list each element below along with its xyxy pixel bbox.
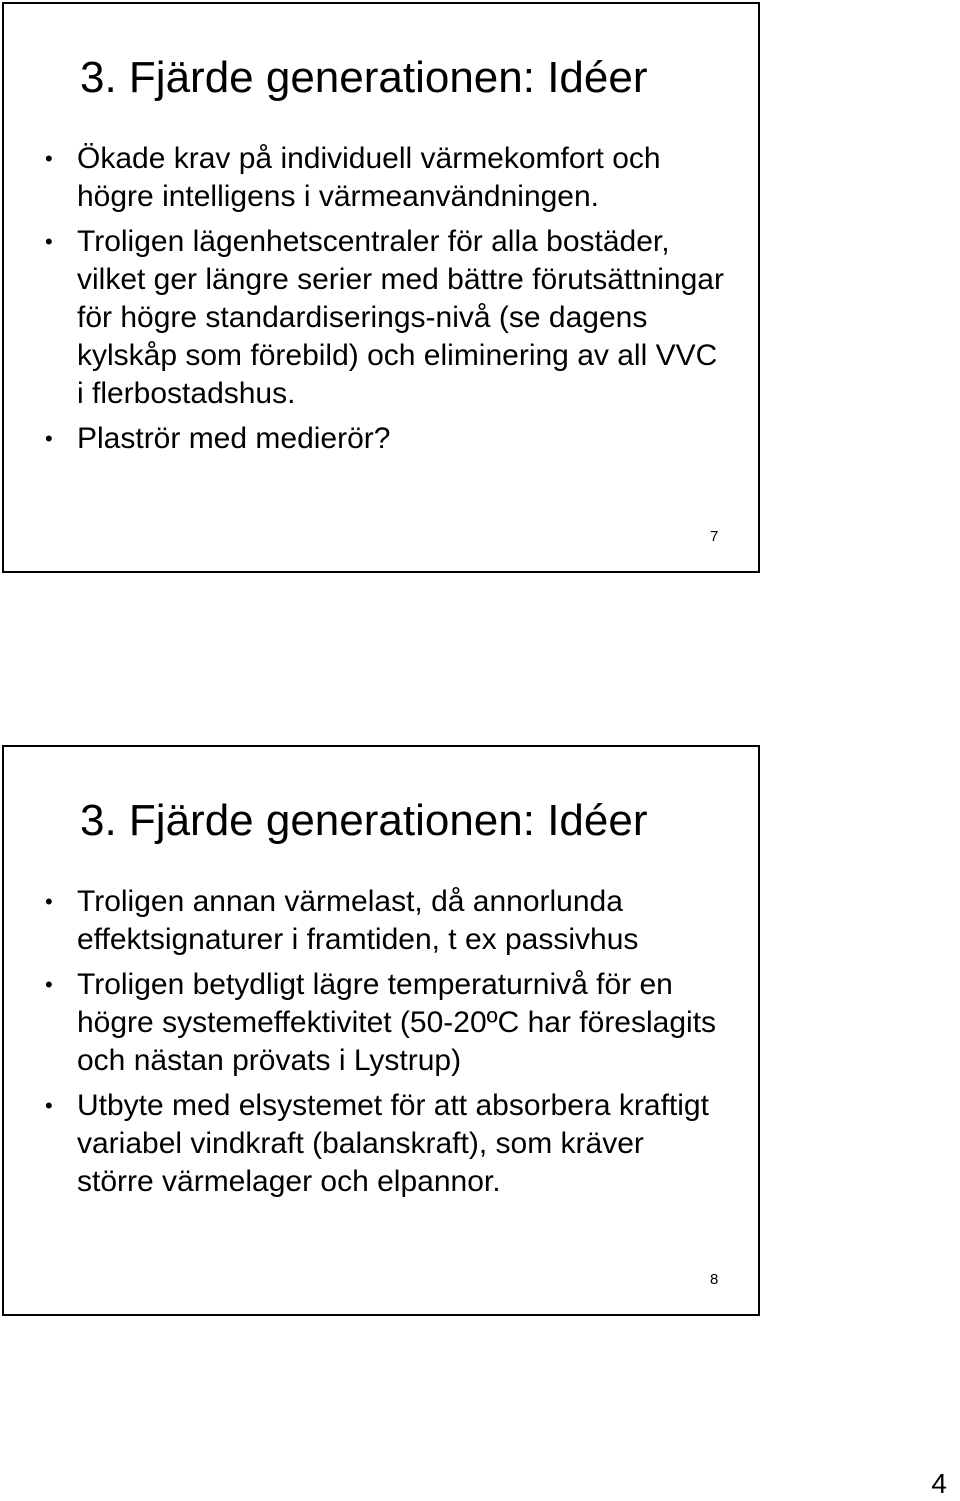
slide-8	[2, 745, 760, 1316]
bullet-list	[4, 883, 724, 1208]
slide-title: 3. Fjärde generationen: Idéer	[80, 796, 648, 845]
bullet-item	[4, 420, 724, 458]
slide-title: 3. Fjärde generationen: Idéer	[80, 53, 648, 102]
bullet-item	[4, 966, 724, 1080]
bullet-item	[4, 140, 724, 216]
bullet-text: Ökade krav på individuell värmekomfort och högre intelligens i värmeanvändningen.	[77, 142, 661, 213]
bullet-text: Troligen annan värmelast, då annorlunda effektsignaturer i framtiden, t ex passivhus	[77, 885, 639, 956]
slide-7	[2, 2, 760, 573]
bullet-text: Troligen betydligt lägre temperaturnivå för en högre systemeffektivitet (50-20ºC har föreslagits och nästan prövats i Lystrup)	[77, 968, 717, 1077]
bullet-list	[4, 140, 724, 465]
page-number: 4	[931, 1468, 947, 1499]
bullet-dot-icon: •	[45, 972, 53, 997]
bullet-dot-icon: •	[45, 1093, 53, 1118]
slide-number: 8	[710, 1271, 719, 1288]
bullet-item	[4, 223, 724, 413]
bullet-item	[4, 883, 724, 959]
slide-number: 7	[710, 528, 719, 545]
bullet-text: Troligen lägenhetscentraler för alla bostäder, vilket ger längre serier med bättre förutsättningar för högre standardiserings-nivå (se dagens kylskåp som förebild) och eliminering av all VVC i flerbostadshus.	[77, 225, 724, 410]
bullet-dot-icon: •	[45, 229, 53, 254]
bullet-text: Plaströr med medierör?	[77, 422, 391, 455]
bullet-text: Utbyte med elsystemet för att absorbera kraftigt variabel vindkraft (balanskraft), som kräver större värmelager och elpannor.	[77, 1089, 709, 1198]
bullet-dot-icon: •	[45, 146, 53, 171]
bullet-dot-icon: •	[45, 426, 53, 451]
bullet-dot-icon: •	[45, 889, 53, 914]
bullet-item	[4, 1087, 724, 1201]
